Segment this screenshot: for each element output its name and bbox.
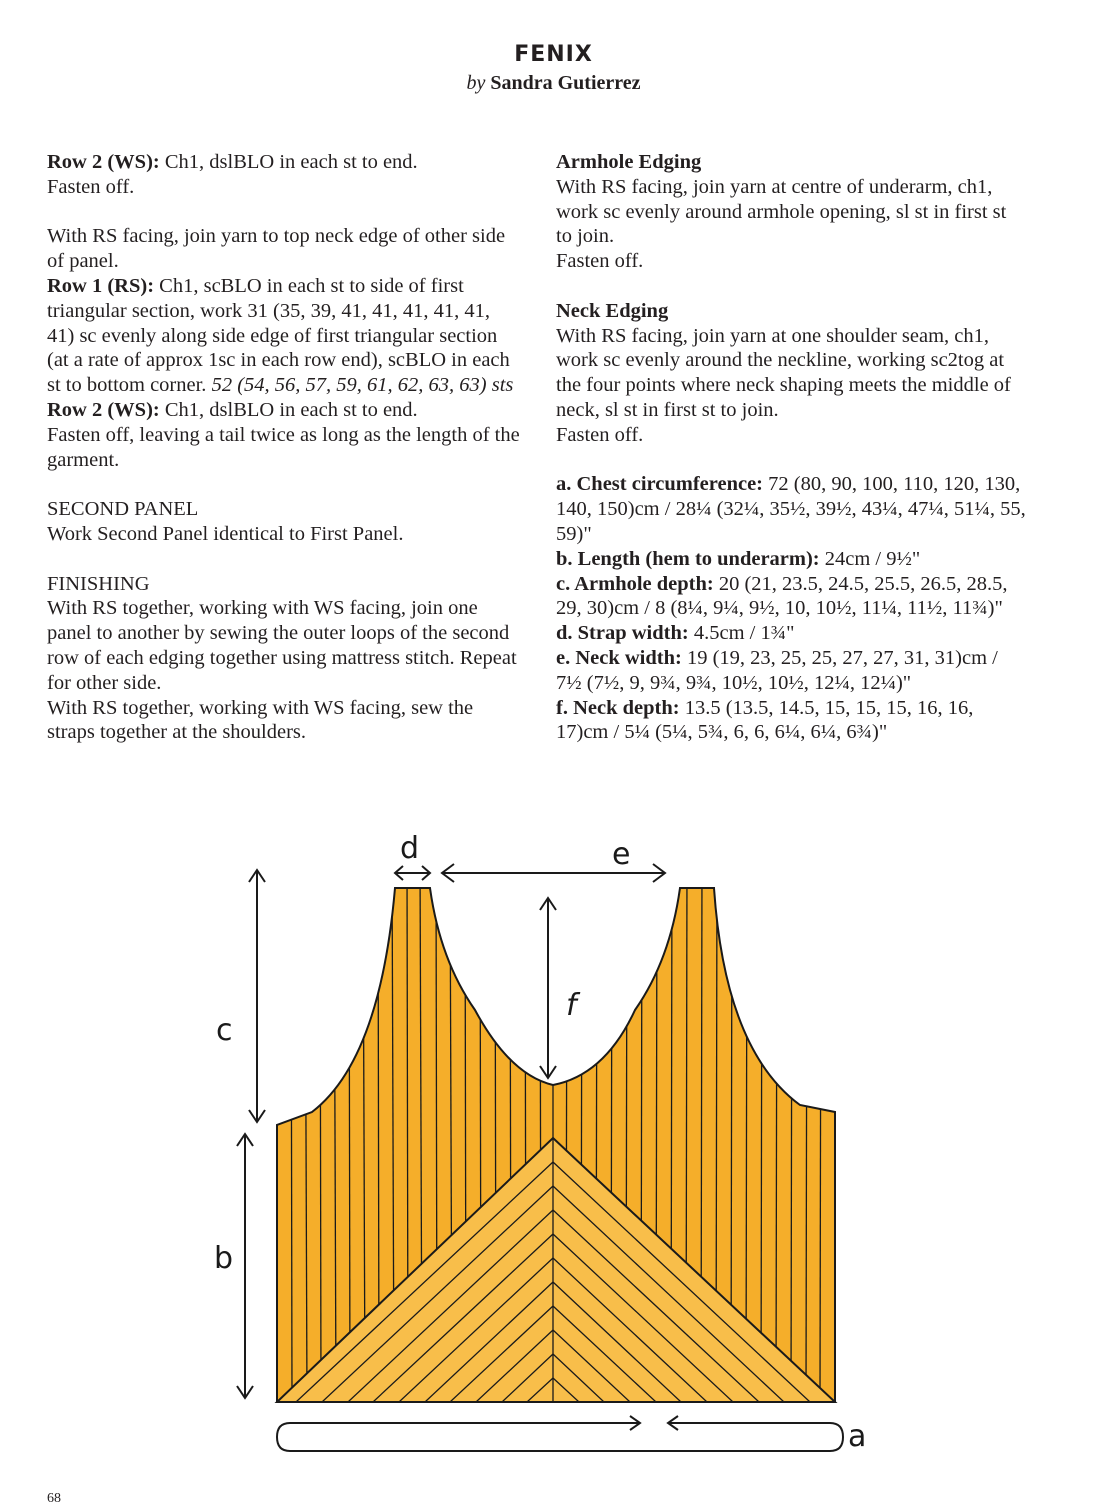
row2-block <box>47 150 522 200</box>
finishing-block <box>47 572 522 746</box>
label-f: f <box>566 988 577 1023</box>
label-a: a <box>848 1419 867 1454</box>
neck-heading: Neck Edging <box>556 299 669 322</box>
row1-text: Ch1, scBLO in each st to side of first triangular section, work 31 (35, 39, 41, 41, 41, 41, 41, 41) sc evenly along side edge of first triangular section (at a rate of approx 1sc in each row end), scBLO in each st to bottom corner. <box>47 274 510 397</box>
row2-label-2: Row 2 (WS): <box>47 398 160 421</box>
neck-text: With RS facing, join yarn at one shoulder seam, ch1, work sc evenly around the neckline, working sc2tog at the four points where neck shaping meets the middle of neck, sl st in first st to join. <box>556 324 1011 421</box>
dimension-f <box>540 898 556 1078</box>
left-column <box>47 150 522 770</box>
dimension-c <box>249 870 265 1122</box>
finishing-heading: FINISHING <box>47 572 150 595</box>
measurement-item <box>556 621 1026 646</box>
neck-block <box>556 299 1026 448</box>
page-header <box>0 40 1107 96</box>
fasten-tail-text: Fasten off, leaving a tail twice as long as the length of the garment. <box>47 423 520 471</box>
label-b: b <box>214 1241 234 1276</box>
dimension-e <box>442 864 665 882</box>
measurement-value: 19 (19, 23, 25, 25, 27, 27, 31, 31)cm / 7½ (7½, 9, 9¾, 9¾, 10½, 10½, 12¼, 12¼)" <box>556 646 998 694</box>
row1-stitch-count: 52 (54, 56, 57, 59, 61, 62, 63, 63) sts <box>211 374 514 397</box>
measurement-label: a. Chest circumference: <box>556 473 764 496</box>
measurements-block <box>556 472 1026 745</box>
row1-label: Row 1 (RS): <box>47 274 155 297</box>
row2-label: Row 2 (WS): <box>47 151 160 173</box>
measurement-value: 13.5 (13.5, 14.5, 15, 15, 15, 16, 16, 17)cm / 5¼ (5¼, 5¾, 6, 6, 6¼, 6¼, 6¾)" <box>556 696 974 744</box>
neck-fasten-text: Fasten off. <box>556 423 644 446</box>
byline-by: by <box>466 72 486 94</box>
measurement-item <box>556 646 1026 696</box>
finishing-text-2: With RS together, working with WS facing, sew the straps together at the shoulders. <box>47 696 474 744</box>
measurement-item <box>556 696 1026 746</box>
measurement-label: d. Strap width: <box>556 622 689 645</box>
armhole-heading: Armhole Edging <box>556 151 702 173</box>
measurement-label: e. Neck width: <box>556 646 682 669</box>
dimension-a <box>277 1416 843 1451</box>
pattern-title: FENIX <box>514 42 593 67</box>
measurement-item <box>556 547 1026 572</box>
measurement-label: c. Armhole depth: <box>556 572 714 595</box>
second-panel-block <box>47 497 522 547</box>
other-side-block <box>47 224 522 472</box>
row2-text-2: Ch1, dslBLO in each st to end. <box>159 398 418 421</box>
armhole-block <box>556 150 1026 274</box>
finishing-text-1: With RS together, working with WS facing, join one panel to another by sewing the outer loops of the second row of each edging together using mattress stitch. Repeat for other side. <box>47 597 517 694</box>
label-e: e <box>612 837 631 872</box>
right-column <box>556 150 1026 770</box>
label-c: c <box>216 1013 233 1048</box>
second-panel-heading: SECOND PANEL <box>47 498 199 521</box>
garment-schematic <box>200 820 900 1480</box>
measurement-label: b. Length (hem to underarm): <box>556 547 820 570</box>
armhole-text: With RS facing, join yarn at centre of underarm, ch1, work sc evenly around armhole opening, sl st in first st to join. <box>556 175 1007 248</box>
fasten-off-text: Fasten off. <box>47 175 135 198</box>
label-d: d <box>400 831 420 866</box>
dimension-d <box>395 866 430 880</box>
rs-facing-text: With RS facing, join yarn to top neck edge of other side of panel. <box>47 225 506 273</box>
byline <box>0 70 1107 96</box>
measurement-value: 4.5cm / 1¾" <box>688 622 795 645</box>
second-panel-text: Work Second Panel identical to First Panel. <box>47 522 404 545</box>
measurement-item <box>556 572 1026 622</box>
measurement-value: 20 (21, 23.5, 24.5, 25.5, 26.5, 28.5, 29, 30)cm / 8 (8¼, 9¼, 9½, 10, 10½, 11¼, 11½, 11¾)" <box>556 572 1008 620</box>
measurement-value: 72 (80, 90, 100, 110, 120, 130, 140, 150)cm / 28¼ (32¼, 35½, 39½, 43¼, 47¼, 51¼, 55, 59)" <box>556 473 1026 545</box>
dimension-b <box>237 1134 253 1398</box>
measurement-item <box>556 472 1026 546</box>
row2-text: Ch1, dslBLO in each st to end. <box>159 151 418 173</box>
page-number: 68 <box>47 1491 61 1506</box>
author-name: Sandra Gutierrez <box>490 72 641 94</box>
measurement-value: 24cm / 9½" <box>819 547 921 570</box>
measurement-label: f. Neck depth: <box>556 696 680 719</box>
armhole-fasten-text: Fasten off. <box>556 250 644 273</box>
